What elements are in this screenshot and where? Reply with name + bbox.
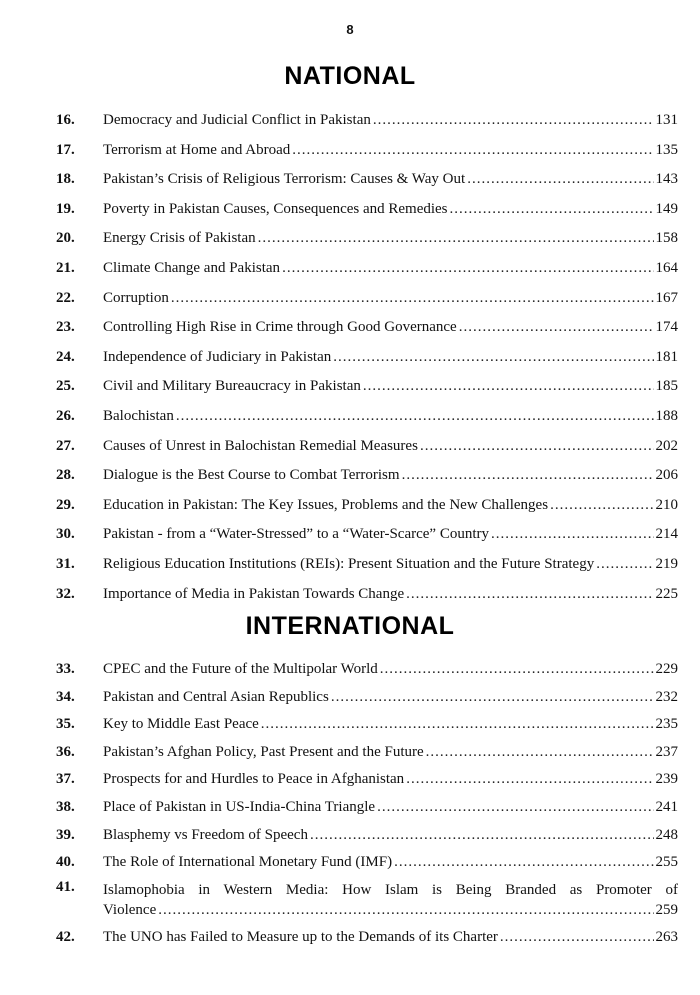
- entry-body: [103, 581, 678, 607]
- entry-title: Energy Crisis of Pakistan: [103, 230, 256, 247]
- entry-page-number: 158: [655, 230, 678, 247]
- toc-entry: [0, 849, 700, 875]
- entry-body: [103, 196, 678, 222]
- entry-page-number: 239: [655, 771, 678, 788]
- entry-page-number: 164: [655, 260, 678, 276]
- entry-page-number: 241: [655, 799, 678, 815]
- entry-title: Terrorism at Home and Abroad: [103, 141, 291, 158]
- entry-body: [103, 373, 678, 399]
- entry-title: CPEC and the Future of the Multipolar World: [103, 661, 378, 677]
- toc-entry: [0, 344, 700, 370]
- entry-page-number: 214: [655, 526, 678, 543]
- entry-body: [103, 314, 678, 340]
- dot-leader: [258, 225, 654, 251]
- toc-entry: [0, 225, 700, 251]
- dot-leader: [331, 684, 654, 710]
- entry-page-number: 143: [655, 171, 678, 188]
- section-heading-international: INTERNATIONAL: [245, 612, 455, 640]
- entry-number: 31.: [56, 556, 75, 572]
- entry-number: 18.: [56, 171, 75, 188]
- entry-body: [103, 521, 678, 547]
- entry-number: 37.: [56, 771, 75, 788]
- toc-entry: [0, 166, 700, 192]
- entry-number: 32.: [56, 585, 75, 602]
- dot-leader: [500, 924, 654, 950]
- entry-page-number: 185: [655, 378, 678, 395]
- toc-entry: [0, 433, 700, 459]
- toc-entry: [0, 877, 700, 923]
- entry-title: Balochistan: [103, 408, 174, 424]
- entry-page-number: 149: [655, 200, 678, 217]
- entry-title: Poverty in Pakistan Causes, Consequences and Remedies: [103, 200, 448, 217]
- dot-leader: [406, 766, 653, 792]
- entry-page-number: 237: [655, 743, 678, 760]
- entry-title: Religious Education Institutions (REIs): Present Situation and the Future Strategy: [103, 556, 595, 572]
- toc-entry: [0, 521, 700, 547]
- entry-number: 23.: [56, 319, 75, 336]
- toc-entry: [0, 107, 700, 133]
- dot-leader: [282, 255, 653, 281]
- entry-page-number: 181: [655, 348, 678, 365]
- entry-title-line1: Islamophobia in Western Media: How Islam is Being Branded as Promoter of: [103, 881, 678, 898]
- entry-title: The UNO has Failed to Measure up to the Demands of its Charter: [103, 928, 498, 945]
- entry-number: 25.: [56, 378, 75, 395]
- entry-page-number: 219: [655, 556, 678, 572]
- toc-entry: [0, 551, 700, 577]
- entry-body: [103, 166, 678, 192]
- dot-leader: [420, 433, 654, 459]
- entry-body: [103, 766, 678, 792]
- entry-number: 40.: [56, 854, 75, 871]
- entry-title: Importance of Media in Pakistan Towards Change: [103, 585, 405, 602]
- dot-leader: [363, 373, 654, 399]
- toc-entry: [0, 794, 700, 820]
- entry-title: The Role of International Monetary Fund (IMF): [103, 854, 393, 871]
- entry-number: 39.: [56, 826, 75, 843]
- entry-body: [103, 225, 678, 251]
- toc-entry: [0, 766, 700, 792]
- toc-entry: [0, 711, 700, 737]
- dot-leader: [377, 794, 653, 820]
- toc-entry: [0, 137, 700, 163]
- entry-title: Pakistan’s Afghan Policy, Past Present and the Future: [103, 743, 424, 760]
- entry-title: Corruption: [103, 289, 169, 306]
- entry-title: Climate Change and Pakistan: [103, 260, 281, 276]
- dot-leader: [176, 403, 654, 429]
- entry-page-number: 135: [655, 141, 678, 158]
- entry-body: [103, 880, 678, 920]
- entry-body: [103, 849, 678, 875]
- entry-number: 38.: [56, 799, 75, 815]
- dot-leader: [171, 285, 654, 311]
- entry-title: Causes of Unrest in Balochistan Remedial Measures: [103, 437, 418, 454]
- entry-page-number: 210: [655, 496, 678, 513]
- toc-entry: [0, 581, 700, 607]
- entry-number: 34.: [56, 688, 75, 705]
- page-number: 8: [346, 22, 354, 37]
- entry-page-number: 188: [655, 408, 678, 424]
- dot-leader: [158, 900, 653, 920]
- entry-title: Civil and Military Bureaucracy in Pakistan: [103, 378, 361, 395]
- dot-leader: [394, 849, 653, 875]
- entry-page-number: 259: [655, 901, 678, 918]
- toc-entry: [0, 656, 700, 682]
- toc-entry: [0, 462, 700, 488]
- entry-title-line2-container: [103, 900, 678, 920]
- dot-leader: [373, 107, 654, 133]
- section-heading-national: NATIONAL: [284, 62, 416, 90]
- toc-entry: [0, 403, 700, 429]
- entry-body: [103, 403, 678, 429]
- entry-number: 19.: [56, 200, 75, 217]
- entry-body: [103, 344, 678, 370]
- toc-entry: [0, 314, 700, 340]
- dot-leader: [450, 196, 654, 222]
- entry-page-number: 167: [655, 289, 678, 306]
- dot-leader: [333, 344, 653, 370]
- entry-number: 21.: [56, 260, 75, 276]
- toc-entry: [0, 924, 700, 950]
- dot-leader: [459, 314, 654, 340]
- dot-leader: [491, 521, 654, 547]
- entry-body: [103, 656, 678, 682]
- entry-body: [103, 255, 678, 281]
- entry-number: 17.: [56, 141, 75, 158]
- dot-leader: [550, 492, 653, 518]
- entry-body: [103, 492, 678, 518]
- entry-number: 35.: [56, 716, 75, 733]
- entry-number: 28.: [56, 467, 75, 484]
- entry-number: 24.: [56, 348, 75, 365]
- entry-number: 29.: [56, 496, 75, 513]
- entry-number: 30.: [56, 526, 75, 543]
- entry-page-number: 229: [655, 661, 678, 677]
- entry-title: Place of Pakistan in US-India-China Triangle: [103, 799, 376, 815]
- entry-body: [103, 822, 678, 848]
- entry-title-line2: Violence: [103, 901, 157, 918]
- entry-page-number: 248: [655, 826, 678, 843]
- toc-entry: [0, 196, 700, 222]
- entry-title: Democracy and Judicial Conflict in Pakistan: [103, 112, 371, 128]
- toc-entry: [0, 373, 700, 399]
- toc-entry: [0, 739, 700, 765]
- entry-title: Education in Pakistan: The Key Issues, Problems and the New Challenges: [103, 496, 549, 513]
- entry-body: [103, 924, 678, 950]
- entry-page-number: 206: [655, 467, 678, 484]
- entry-number: 42.: [56, 928, 75, 945]
- entry-title: Dialogue is the Best Course to Combat Terrorism: [103, 467, 400, 484]
- entry-title: Controlling High Rise in Crime through Good Governance: [103, 319, 457, 336]
- entry-body: [103, 711, 678, 737]
- entry-body: [103, 684, 678, 710]
- entry-number: 22.: [56, 289, 75, 306]
- dot-leader: [467, 166, 653, 192]
- entry-body: [103, 137, 678, 163]
- entry-body: [103, 285, 678, 311]
- entry-title: Blasphemy vs Freedom of Speech: [103, 826, 308, 843]
- entry-page-number: 232: [655, 688, 678, 705]
- entry-number: 33.: [56, 661, 75, 677]
- entry-page-number: 255: [655, 854, 678, 871]
- entry-page-number: 263: [655, 928, 678, 945]
- entry-number: 16.: [56, 112, 75, 128]
- entry-body: [103, 551, 678, 577]
- dot-leader: [596, 551, 653, 577]
- entry-body: [103, 462, 678, 488]
- entry-title: Independence of Judiciary in Pakistan: [103, 348, 332, 365]
- entry-page-number: 225: [655, 585, 678, 602]
- entry-page-number: 174: [655, 319, 678, 336]
- dot-leader: [261, 711, 654, 737]
- entry-title: Pakistan - from a “Water-Stressed” to a “Water-Scarce” Country: [103, 526, 489, 543]
- entry-page-number: 202: [655, 437, 678, 454]
- dot-leader: [380, 656, 654, 682]
- toc-entry: [0, 684, 700, 710]
- entry-page-number: 131: [655, 112, 678, 128]
- entry-number: 26.: [56, 408, 75, 424]
- entry-body: [103, 739, 678, 765]
- entry-number: 20.: [56, 230, 75, 247]
- entry-number: 27.: [56, 437, 75, 454]
- entry-title: Key to Middle East Peace: [103, 716, 259, 733]
- entry-page-number: 235: [655, 716, 678, 733]
- dot-leader: [406, 581, 653, 607]
- toc-entry: [0, 492, 700, 518]
- dot-leader: [402, 462, 654, 488]
- entry-number: 36.: [56, 743, 75, 760]
- entry-body: [103, 107, 678, 133]
- entry-number: 41.: [56, 878, 75, 895]
- entry-body: [103, 433, 678, 459]
- dot-leader: [426, 739, 654, 765]
- entry-title: Pakistan’s Crisis of Religious Terrorism: Causes & Way Out: [103, 171, 466, 188]
- dot-leader: [310, 822, 654, 848]
- dot-leader: [292, 137, 653, 163]
- toc-entry: [0, 285, 700, 311]
- toc-entry: [0, 822, 700, 848]
- toc-entry: [0, 255, 700, 281]
- entry-title: Pakistan and Central Asian Republics: [103, 688, 329, 705]
- entry-title: Prospects for and Hurdles to Peace in Afghanistan: [103, 771, 405, 788]
- entry-body: [103, 794, 678, 820]
